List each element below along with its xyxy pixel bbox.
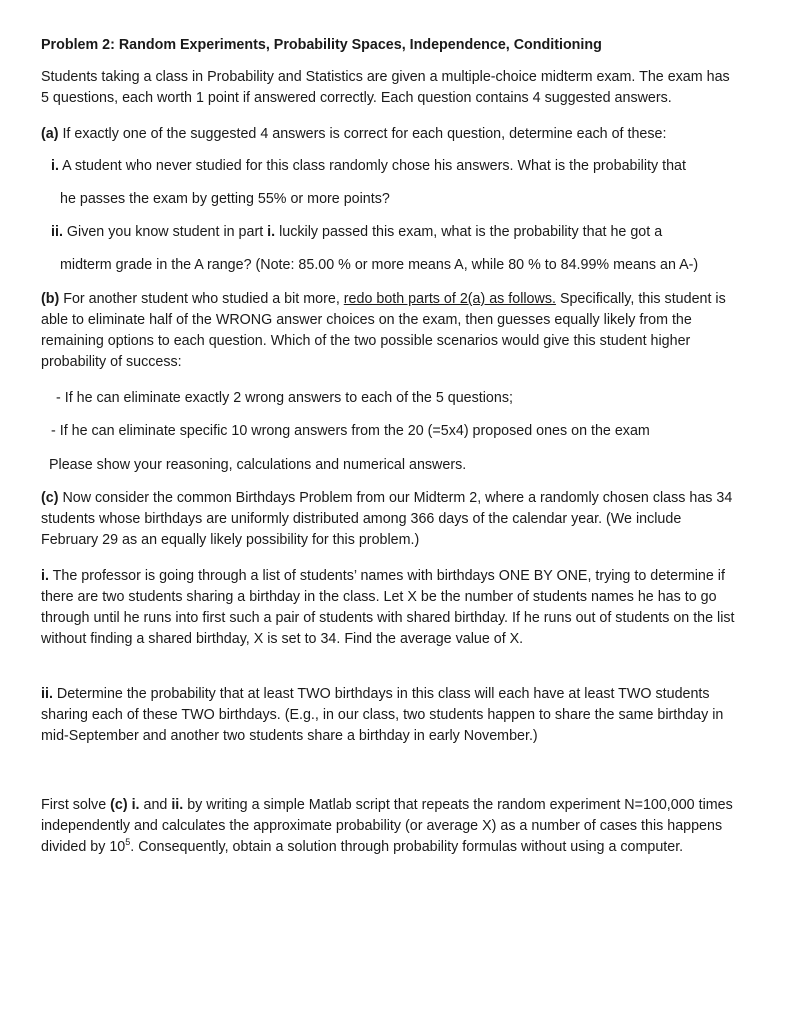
final-and: and bbox=[139, 797, 172, 813]
part-b-underlined-text: redo both parts of 2(a) as follows. bbox=[343, 291, 556, 307]
part-a-i-label: i. bbox=[51, 158, 59, 174]
part-b-note bbox=[49, 455, 749, 476]
part-c-i-text: The professor is going through a list of students’ names with birthdays ONE BY ONE, trying to determine if there are two students sharing a birthday in the class. Let X be the number of students names he has to go through until he runs into first such a pair of students with shared birthday. If he runs out of students on the list without finding a shared birthday, X is set to 34. Find the average value of X. bbox=[41, 568, 735, 647]
problem-title: Problem 2: Random Experiments, Probability Spaces, Independence, Conditioning bbox=[41, 37, 602, 53]
part-a-ii-line2 bbox=[60, 255, 760, 276]
part-c-i-label: i. bbox=[41, 568, 49, 584]
part-c-ii-label: ii. bbox=[41, 686, 53, 702]
part-a-ii-line1 bbox=[51, 222, 751, 243]
part-b-bullet-1-text: - If he can eliminate exactly 2 wrong answers to each of the 5 questions; bbox=[56, 390, 513, 406]
part-a-ii-ref: i. bbox=[267, 224, 276, 240]
part-c-text: Now consider the common Birthdays Problem from our Midterm 2, where a randomly chosen class has 34 students whose birthdays are uniformly distributed among 366 days of the calendar year. (We include February 29 as an equally likely possibility for this problem.) bbox=[41, 490, 733, 548]
part-a-heading bbox=[41, 124, 741, 145]
part-c-i-paragraph bbox=[41, 566, 741, 650]
part-c-paragraph bbox=[41, 488, 741, 551]
part-c-ii-paragraph bbox=[41, 684, 741, 747]
part-b-paragraph bbox=[41, 289, 741, 373]
final-ii-ref: ii. bbox=[171, 797, 184, 813]
final-exponent: 5 bbox=[125, 837, 131, 848]
intro-text: Students taking a class in Probability and Statistics are given a multiple-choice midterm exam. The exam has 5 questions, each worth 1 point if answered correctly. Each question contains 4 suggested answers. bbox=[41, 69, 730, 106]
part-a-text: If exactly one of the suggested 4 answers is correct for each question, determine each of these: bbox=[58, 126, 667, 142]
part-a-label: (a) bbox=[41, 126, 59, 142]
part-b-bullet-1 bbox=[56, 388, 756, 409]
part-a-i-line2 bbox=[60, 189, 760, 210]
part-a-i-line1 bbox=[51, 156, 751, 177]
part-a-i-text1: A student who never studied for this class randomly chose his answers. What is the probability that bbox=[58, 158, 686, 174]
part-a-ii-text1b: luckily passed this exam, what is the probability that he got a bbox=[275, 224, 663, 240]
final-text-mid: by writing a simple Matlab script that repeats the random experiment N=100,000 times independently and calculates the approximate probability (or average X) as a number of cases this happens divided by 10 bbox=[41, 797, 733, 855]
part-b-bullet-2-text: - If he can eliminate specific 10 wrong answers from the 20 (=5x4) proposed ones on the exam bbox=[51, 423, 650, 439]
part-b-note-text: Please show your reasoning, calculations and numerical answers. bbox=[49, 457, 467, 473]
part-a-ii-text2: midterm grade in the A range? (Note: 85.00 % or more means A, while 80 % to 84.99% means an A-) bbox=[60, 257, 699, 273]
final-text-pre: First solve bbox=[41, 797, 111, 813]
part-c-ii-text: Determine the probability that at least TWO birthdays in this class will each have at least TWO students sharing each of these TWO birthdays. (E.g., in our class, two students happen to share the same birthday in mid-September and another two students share a birthday in early November.) bbox=[41, 686, 724, 744]
part-c-label: (c) bbox=[41, 490, 59, 506]
part-a-i-text2: he passes the exam by getting 55% or more points? bbox=[60, 191, 390, 207]
final-instructions bbox=[41, 795, 741, 858]
part-b-label: (b) bbox=[41, 291, 60, 307]
final-text-post: . Consequently, obtain a solution through probability formulas without using a computer. bbox=[130, 839, 684, 855]
part-b-bullet-2 bbox=[51, 421, 751, 442]
part-b-text-pre: For another student who studied a bit more, bbox=[59, 291, 344, 307]
intro-paragraph bbox=[41, 67, 741, 109]
part-a-ii-label: ii. bbox=[51, 224, 63, 240]
final-c-ref: (c) i. bbox=[110, 797, 140, 813]
part-b-text-post: Specifically, this student is able to eliminate half of the WRONG answer choices on the exam, then guesses equally likely from the remaining options to each question. Which of the two possible scenarios would give this student higher probability of success: bbox=[41, 291, 726, 370]
part-a-ii-text1a: Given you know student in part bbox=[62, 224, 268, 240]
